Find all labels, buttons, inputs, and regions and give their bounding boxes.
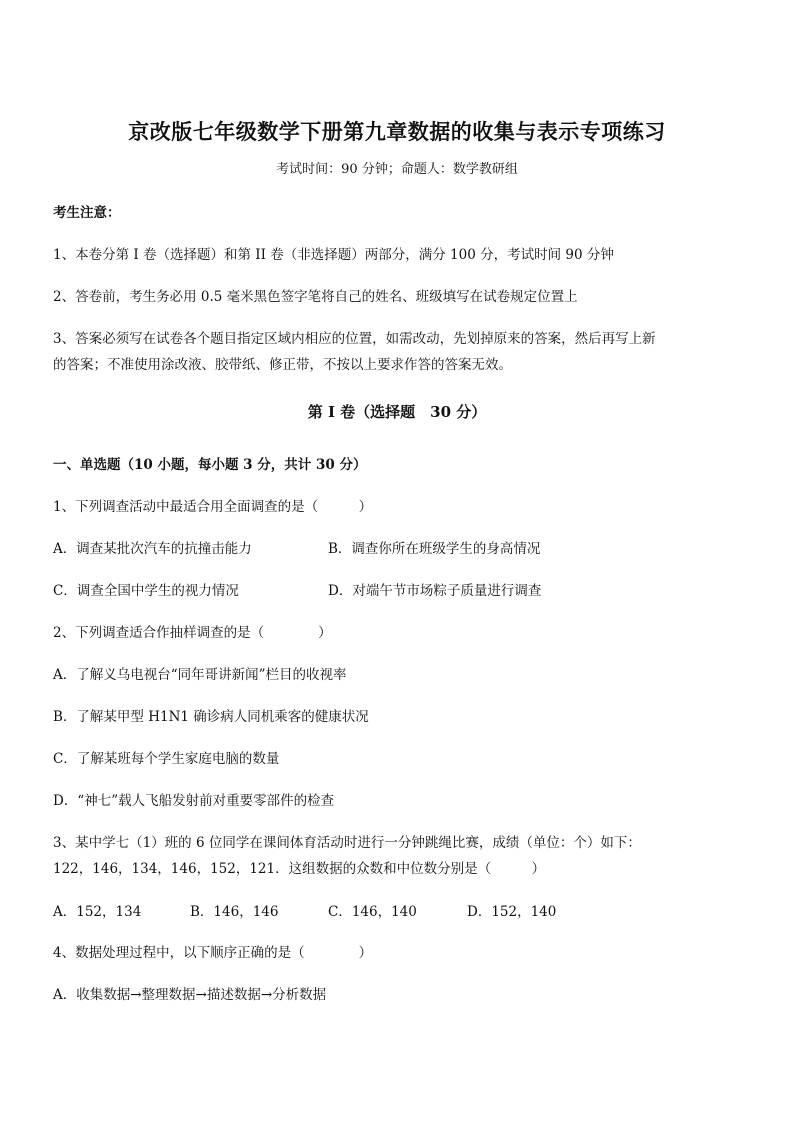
- question-2-option-a: A．了解义乌电视台“同年哥讲新闻”栏目的收视率: [53, 667, 347, 683]
- question-3-stem-continued: 122，146，134，146，152，121．这组数据的众数和中位数分别是（ ）: [53, 861, 546, 877]
- question-1-option-a: A．调查某批次汽车的抗撞击能力: [53, 541, 252, 557]
- question-2-option-b: B．了解某甲型 H1N1 确诊病人同机乘客的健康状况: [53, 709, 369, 725]
- exam-info: 考试时间：90 分钟；命题人：数学教研组: [276, 162, 518, 177]
- question-3-option-c: C．146，140: [328, 904, 417, 920]
- question-1-stem: 1、下列调查活动中最适合用全面调查的是（ ）: [53, 499, 373, 515]
- notice-item-2: 2、答卷前，考生务必用 0.5 毫米黑色签字笔将自己的姓名、班级填写在试卷规定位置上: [53, 289, 578, 305]
- question-4-stem: 4、数据处理过程中，以下顺序正确的是（ ）: [53, 945, 373, 961]
- question-1-option-d: D．对端午节市场粽子质量进行调查: [328, 583, 542, 599]
- question-3-option-a: A．152，134: [53, 904, 142, 920]
- question-3-option-b: B．146，146: [190, 904, 279, 920]
- page-title: 京改版七年级数学下册第九章数据的收集与表示专项练习: [128, 119, 666, 144]
- question-3-option-d: D．152，140: [467, 904, 557, 920]
- notice-item-1: 1、本卷分第 I 卷（选择题）和第 II 卷（非选择题）两部分，满分 100 分，考试时间 90 分钟: [53, 247, 614, 263]
- question-2-option-c: C．了解某班每个学生家庭电脑的数量: [53, 751, 280, 767]
- part-heading: 一、单选题（10 小题，每小题 3 分，共计 30 分）: [53, 457, 367, 473]
- notice-item-3-continued: 的答案；不准使用涂改液、胶带纸、修正带，不按以上要求作答的答案无效。: [53, 357, 512, 373]
- question-1-option-b: B．调查你所在班级学生的身高情况: [328, 541, 541, 557]
- question-4-option-a: A．收集数据→整理数据→描述数据→分析数据: [53, 987, 327, 1003]
- question-3-stem: 3、某中学七（1）班的 6 位同学在课间体育活动时进行一分钟跳绳比赛，成绩（单位：个）如下：: [53, 835, 641, 851]
- question-2-stem: 2、下列调查适合作抽样调查的是（ ）: [53, 625, 332, 641]
- question-2-option-d: D．“神七”载人飞船发射前对重要零部件的检查: [53, 793, 335, 809]
- notice-item-3: 3、答案必须写在试卷各个题目指定区域内相应的位置，如需改动，先划掉原来的答案，然后再写上新: [53, 331, 656, 347]
- section-title: 第 I 卷（选择题 30 分）: [307, 403, 487, 421]
- question-1-option-c: C．调查全国中学生的视力情况: [53, 583, 239, 599]
- notice-heading: 考生注意：: [53, 205, 121, 221]
